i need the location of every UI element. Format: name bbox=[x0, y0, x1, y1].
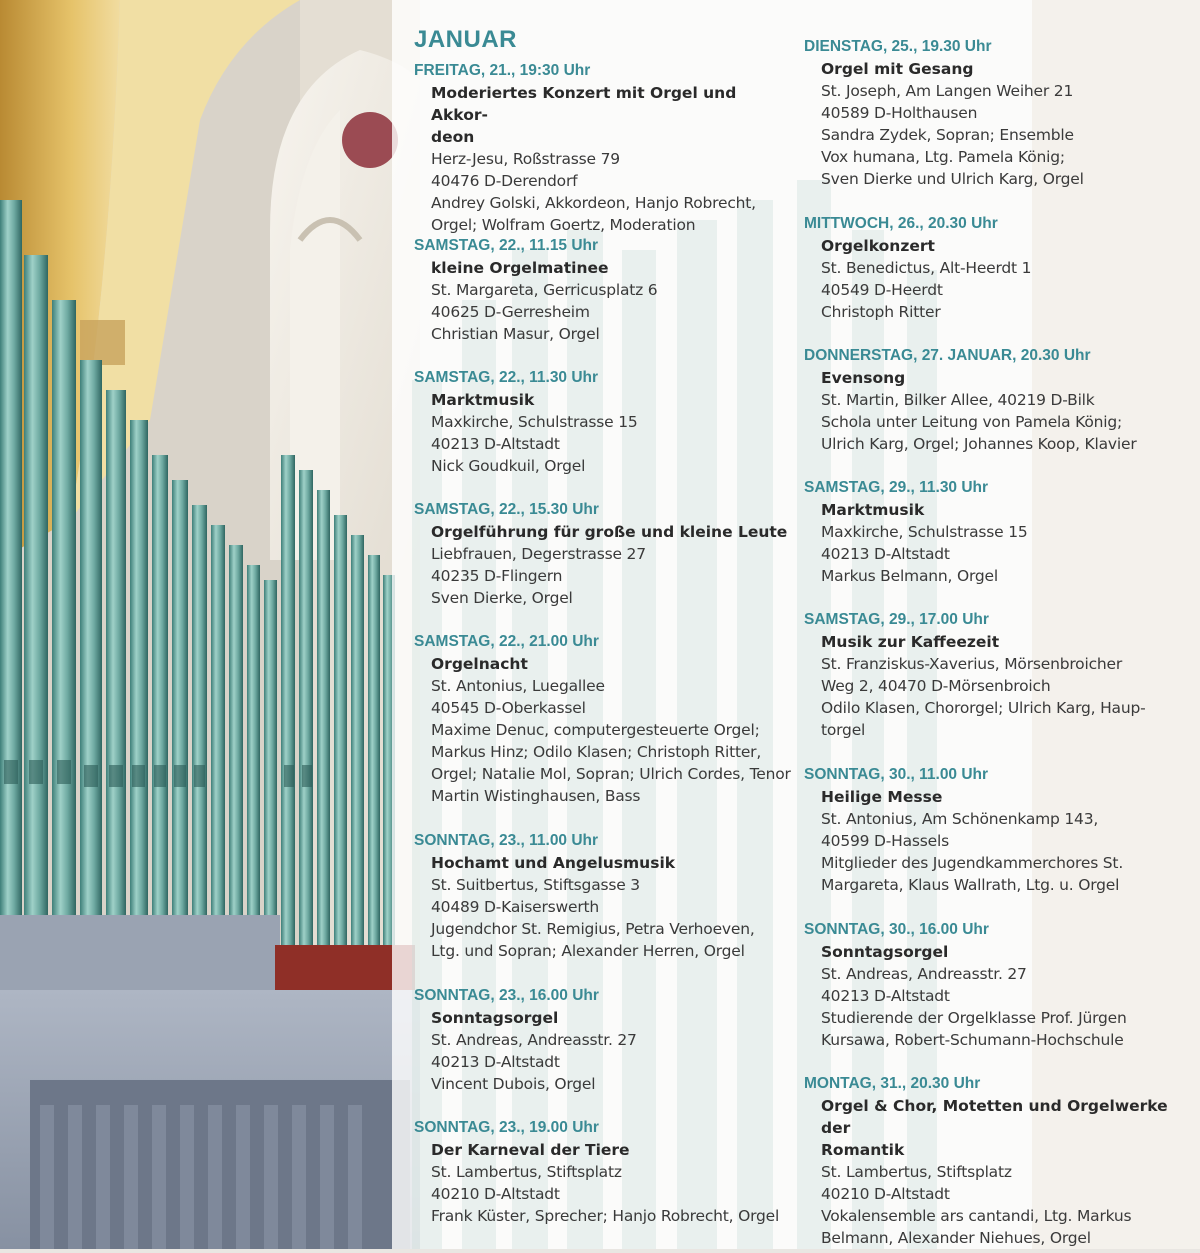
event-detail-line: 40625 D-Gerresheim bbox=[431, 303, 590, 321]
event-detail-line: Frank Küster, Sprecher; Hanjo Robrecht, Orgel bbox=[431, 1207, 780, 1225]
event-detail-line: St. Andreas, Andreasstr. 27 bbox=[431, 1031, 637, 1049]
event-title: Sonntagsorgel bbox=[821, 943, 949, 961]
event-detail-line: St. Antonius, Am Schönenkamp 143, bbox=[821, 810, 1099, 828]
event-block bbox=[414, 631, 794, 807]
event-detail-line: Margareta, Klaus Wallrath, Ltg. u. Orgel bbox=[821, 876, 1120, 894]
event-detail-line: 40589 D-Holthausen bbox=[821, 104, 978, 122]
event-block bbox=[804, 1073, 1194, 1249]
event-title: Heilige Messe bbox=[821, 788, 943, 806]
event-block bbox=[414, 499, 794, 609]
event-detail-line: 40545 D-Oberkassel bbox=[431, 699, 586, 717]
event-detail-line: St. Antonius, Luegallee bbox=[431, 677, 605, 695]
event-detail-line: St. Martin, Bilker Allee, 40219 D-Bilk bbox=[821, 391, 1095, 409]
event-detail-line: Nick Goudkuil, Orgel bbox=[431, 457, 586, 475]
event-detail-line: Belmann, Alexander Niehues, Orgel bbox=[821, 1229, 1091, 1247]
event-detail-line: Ltg. und Sopran; Alexander Herren, Orgel bbox=[431, 942, 745, 960]
event-date: SAMSTAG, 22., 11.30 Uhr bbox=[414, 369, 599, 386]
event-detail-line: Sven Dierke und Ulrich Karg, Orgel bbox=[821, 170, 1084, 188]
event-title: kleine Orgelmatinee bbox=[431, 259, 609, 277]
event-block bbox=[414, 830, 794, 962]
event-title: Orgelnacht bbox=[431, 655, 528, 673]
event-detail-line: 40549 D-Heerdt bbox=[821, 281, 943, 299]
event-title: Musik zur Kaffeezeit bbox=[821, 633, 1000, 651]
event-title: Orgel mit Gesang bbox=[821, 60, 974, 78]
event-detail-line: Kursawa, Robert-Schumann-Hochschule bbox=[821, 1031, 1124, 1049]
event-detail-line: Maxkirche, Schulstrasse 15 bbox=[431, 413, 638, 431]
event-detail-line: Vokalensemble ars cantandi, Ltg. Markus bbox=[821, 1207, 1132, 1225]
event-block bbox=[804, 919, 1194, 1051]
event-detail-line: St. Suitbertus, Stiftsgasse 3 bbox=[431, 876, 640, 894]
event-title: deon bbox=[431, 128, 475, 146]
event-detail-line: torgel bbox=[821, 721, 866, 739]
event-detail-line: St. Joseph, Am Langen Weiher 21 bbox=[821, 82, 1074, 100]
event-date: DONNERSTAG, 27. JANUAR, 20.30 Uhr bbox=[804, 347, 1091, 364]
event-detail-line: 40213 D-Altstadt bbox=[821, 987, 950, 1005]
event-date: SONNTAG, 30., 11.00 Uhr bbox=[804, 766, 989, 783]
event-date: MITTWOCH, 26., 20.30 Uhr bbox=[804, 215, 998, 232]
event-detail-line: St. Andreas, Andreasstr. 27 bbox=[821, 965, 1027, 983]
event-detail-line: Jugendchor St. Remigius, Petra Verhoeven, bbox=[431, 920, 755, 938]
event-block bbox=[414, 60, 794, 236]
event-detail-line: Maxkirche, Schulstrasse 15 bbox=[821, 523, 1028, 541]
event-detail-line: Vox humana, Ltg. Pamela König; bbox=[821, 148, 1065, 166]
event-block bbox=[804, 213, 1194, 323]
event-title: Romantik bbox=[821, 1141, 905, 1159]
event-detail-line: Markus Hinz; Odilo Klasen; Christoph Ritter, bbox=[431, 743, 762, 761]
event-detail-line: 40235 D-Flingern bbox=[431, 567, 563, 585]
event-date: MONTAG, 31., 20.30 Uhr bbox=[804, 1075, 981, 1092]
event-title: Der Karneval der Tiere bbox=[431, 1141, 630, 1159]
event-date: SONNTAG, 30., 16.00 Uhr bbox=[804, 921, 989, 938]
event-block bbox=[804, 609, 1194, 741]
event-detail-line: 40210 D-Altstadt bbox=[431, 1185, 560, 1203]
event-date: SAMSTAG, 22., 11.15 Uhr bbox=[414, 237, 599, 254]
event-title: Orgelkonzert bbox=[821, 237, 935, 255]
event-detail-line: Weg 2, 40470 D-Mörsenbroich bbox=[821, 677, 1051, 695]
event-detail-line: Vincent Dubois, Orgel bbox=[431, 1075, 596, 1093]
event-title: Marktmusik bbox=[821, 501, 925, 519]
event-block bbox=[414, 1117, 794, 1227]
event-block bbox=[414, 367, 794, 477]
event-block bbox=[804, 36, 1194, 190]
event-detail-line: Andrey Golski, Akkordeon, Hanjo Robrecht, bbox=[431, 194, 756, 212]
event-detail-line: St. Margareta, Gerricusplatz 6 bbox=[431, 281, 658, 299]
event-detail-line: 40476 D-Derendorf bbox=[431, 172, 578, 190]
event-detail-line: Mitglieder des Jugendkammerchores St. bbox=[821, 854, 1124, 872]
event-detail-line: 40213 D-Altstadt bbox=[431, 1053, 560, 1071]
event-title: Evensong bbox=[821, 369, 906, 387]
event-detail-line: Sven Dierke, Orgel bbox=[431, 589, 573, 607]
event-detail-line: 40213 D-Altstadt bbox=[431, 435, 560, 453]
event-block bbox=[804, 345, 1194, 455]
event-title: Orgelführung für große und kleine Leute bbox=[431, 523, 788, 541]
event-detail-line: 40210 D-Altstadt bbox=[821, 1185, 950, 1203]
event-date: FREITAG, 21., 19:30 Uhr bbox=[414, 62, 591, 79]
event-block bbox=[804, 477, 1194, 587]
event-date: SONNTAG, 23., 19.00 Uhr bbox=[414, 1119, 599, 1136]
event-date: SONNTAG, 23., 11.00 Uhr bbox=[414, 832, 599, 849]
event-block bbox=[414, 235, 794, 345]
event-detail-line: Christoph Ritter bbox=[821, 303, 941, 321]
event-detail-line: 40599 D-Hassels bbox=[821, 832, 949, 850]
event-date: SAMSTAG, 29., 17.00 Uhr bbox=[804, 611, 989, 628]
event-title: Marktmusik bbox=[431, 391, 535, 409]
event-detail-line: Markus Belmann, Orgel bbox=[821, 567, 998, 585]
event-detail-line: St. Benedictus, Alt-Heerdt 1 bbox=[821, 259, 1032, 277]
event-date: DIENSTAG, 25., 19.30 Uhr bbox=[804, 38, 992, 55]
event-detail-line: Herz-Jesu, Roßstrasse 79 bbox=[431, 150, 620, 168]
event-detail-line: St. Franziskus-Xaverius, Mörsenbroicher bbox=[821, 655, 1123, 673]
event-block bbox=[414, 985, 794, 1095]
event-detail-line: Maxime Denuc, computergesteuerte Orgel; bbox=[431, 721, 760, 739]
event-detail-line: Orgel; Natalie Mol, Sopran; Ulrich Cordes, Tenor bbox=[431, 765, 791, 783]
event-date: SONNTAG, 23., 16.00 Uhr bbox=[414, 987, 599, 1004]
event-detail-line: Orgel; Wolfram Goertz, Moderation bbox=[431, 216, 696, 234]
event-detail-line: Odilo Klasen, Chororgel; Ulrich Karg, Haup- bbox=[821, 699, 1146, 717]
event-detail-line: Martin Wistinghausen, Bass bbox=[431, 787, 641, 805]
event-detail-line: Liebfrauen, Degerstrasse 27 bbox=[431, 545, 646, 563]
event-date: SAMSTAG, 29., 11.30 Uhr bbox=[804, 479, 989, 496]
event-detail-line: Sandra Zydek, Sopran; Ensemble bbox=[821, 126, 1074, 144]
event-detail-line: Christian Masur, Orgel bbox=[431, 325, 600, 343]
event-detail-line: Schola unter Leitung von Pamela König; bbox=[821, 413, 1123, 431]
event-title: Moderiertes Konzert mit Orgel und Akkor- bbox=[431, 84, 737, 124]
event-detail-line: Ulrich Karg, Orgel; Johannes Koop, Klavier bbox=[821, 435, 1137, 453]
event-block bbox=[804, 764, 1194, 896]
event-title: Hochamt und Angelusmusik bbox=[431, 854, 676, 872]
event-detail-line: St. Lambertus, Stiftsplatz bbox=[821, 1163, 1012, 1181]
event-date: SAMSTAG, 22., 21.00 Uhr bbox=[414, 633, 599, 650]
event-title: Sonntagsorgel bbox=[431, 1009, 559, 1027]
event-detail-line: St. Lambertus, Stiftsplatz bbox=[431, 1163, 622, 1181]
event-detail-line: Studierende der Orgelklasse Prof. Jürgen bbox=[821, 1009, 1127, 1027]
event-date: SAMSTAG, 22., 15.30 Uhr bbox=[414, 501, 599, 518]
event-title: Orgel & Chor, Motetten und Orgelwerke der bbox=[821, 1097, 1168, 1137]
event-detail-line: 40489 D-Kaiserswerth bbox=[431, 898, 600, 916]
month-heading: JANUAR bbox=[414, 26, 518, 53]
event-detail-line: 40213 D-Altstadt bbox=[821, 545, 950, 563]
